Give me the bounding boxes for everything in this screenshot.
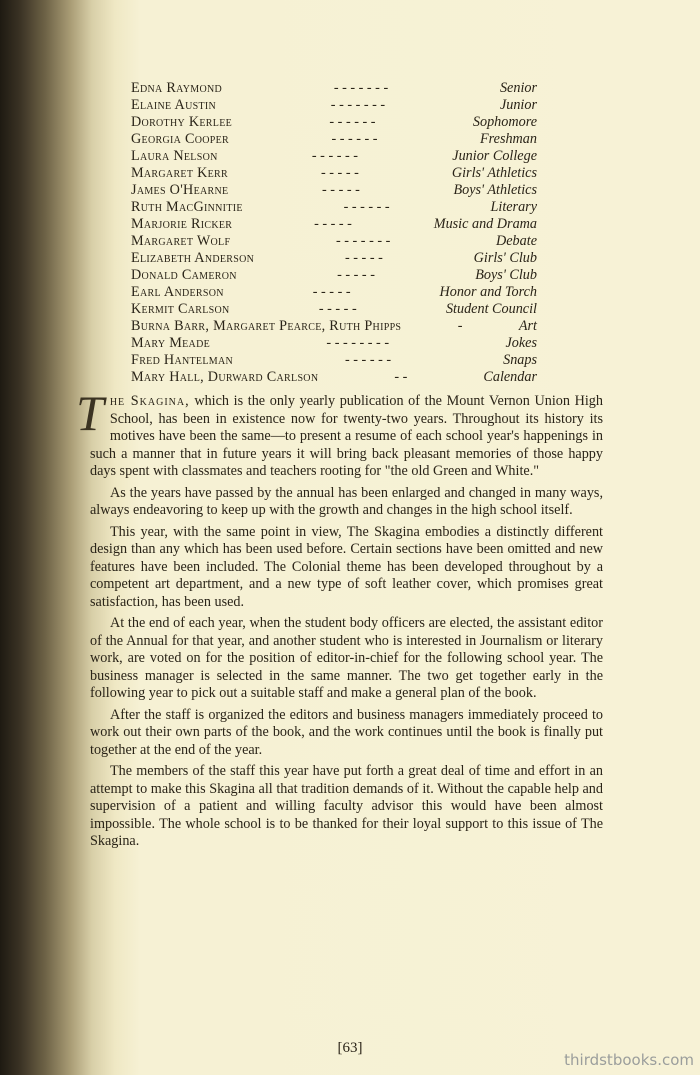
staff-name: Mary Meade: [131, 335, 210, 351]
staff-leader-dashes: -: [457, 318, 463, 334]
paragraph: The members of the staff this year have put forth a great deal of time and effort in an attempt to make this Skagina all that tradition demands of it. Without the capable help and supervision of a patient and willing faculty advisor this would have been almost impossible. The whole school is to be thanked for their loyal support to this issue of The Skagina.: [90, 763, 603, 849]
staff-role: Calendar: [483, 369, 537, 385]
staff-role: Snaps: [503, 352, 537, 368]
staff-leader-dashes: - - - - - - -: [330, 97, 386, 113]
page-number: [63]: [337, 1040, 363, 1056]
staff-name: James O'Hearne: [131, 182, 229, 198]
staff-role: Girls' Athletics: [451, 165, 537, 181]
staff-leader-dashes: - - - - -: [322, 182, 360, 198]
staff-role: Junior: [499, 97, 537, 113]
staff-name: Mary Hall, Durward Carlson: [131, 369, 319, 385]
staff-leader-dashes: - - - - - - -: [333, 80, 389, 96]
staff-row: [131, 233, 537, 250]
staff-name: Elaine Austin: [131, 97, 217, 113]
staff-name: Burna Barr, Margaret Pearce, Ruth Phipps: [131, 318, 402, 334]
staff-role: Girls' Club: [473, 250, 537, 266]
staff-role: Freshman: [479, 131, 537, 147]
staff-row: [131, 131, 537, 148]
staff-leader-dashes: - - - - -: [314, 216, 352, 232]
staff-leader-dashes: - - - - - - -: [335, 233, 391, 249]
staff-leader-dashes: - - - - -: [321, 165, 359, 181]
staff-row: [131, 335, 537, 352]
staff-name: Elizabeth Anderson: [131, 250, 255, 266]
staff-leader-dashes: - - - - -: [318, 301, 357, 317]
staff-role: Sophomore: [472, 114, 537, 130]
staff-row: [131, 369, 537, 386]
staff-leader-dashes: - -: [394, 369, 408, 385]
staff-name: Edna Raymond: [131, 80, 223, 96]
staff-row: [131, 318, 537, 335]
intro-lead-words: he Skagina,: [109, 393, 190, 409]
staff-role: Senior: [499, 80, 537, 96]
intro-paragraph: [76, 385, 603, 481]
staff-list: [131, 80, 537, 386]
staff-leader-dashes: - - - - - -: [331, 131, 378, 147]
staff-role: Boys' Club: [475, 267, 537, 283]
staff-row: [131, 165, 537, 182]
paragraph: As the years have passed by the annual has been enlarged and changed in many ways, always endeavoring to keep up with the growth and changes in the high school itself.: [90, 484, 603, 518]
staff-leader-dashes: - - - - - -: [329, 114, 376, 130]
staff-row: [131, 267, 537, 284]
staff-row: [131, 250, 537, 267]
staff-row: [131, 182, 537, 199]
staff-name: Ruth MacGinnitie: [131, 199, 243, 215]
staff-name: Marjorie Ricker: [131, 216, 233, 232]
staff-leader-dashes: - - - - - -: [311, 148, 358, 164]
staff-leader-dashes: - - - - -: [345, 250, 383, 266]
staff-row: [131, 284, 537, 301]
staff-role: Jokes: [505, 335, 537, 351]
staff-row: [131, 80, 537, 97]
drop-cap: T: [76, 385, 104, 441]
staff-role: Boys' Athletics: [453, 182, 537, 198]
staff-row: [131, 216, 537, 233]
staff-name: Kermit Carlson: [131, 301, 230, 317]
staff-role: Debate: [496, 233, 537, 249]
staff-role: Literary: [490, 199, 537, 215]
staff-leader-dashes: - - - - - -: [343, 199, 390, 215]
staff-name: Margaret Wolf: [131, 233, 231, 249]
staff-leader-dashes: - - - - -: [312, 284, 351, 300]
staff-leader-dashes: - - - - - - - -: [326, 335, 390, 351]
article-body: [76, 385, 603, 855]
staff-row: [131, 352, 537, 369]
staff-leader-dashes: - - - - - -: [345, 352, 392, 368]
staff-row: [131, 148, 537, 165]
staff-row: [131, 114, 537, 131]
staff-name: Georgia Cooper: [131, 131, 230, 147]
staff-name: Dorothy Kerlee: [131, 114, 233, 130]
staff-name: Fred Hantelman: [131, 352, 233, 368]
staff-role: Art: [518, 318, 537, 334]
staff-name: Margaret Kerr: [131, 165, 228, 181]
paragraph: After the staff is organized the editors and business managers immediately proceed to work out their own parts of the book, and the work continues until the book is finally put together at the end of the year.: [90, 706, 603, 758]
intro-text: which is the only yearly publication of the Mount Vernon Union High School, has been in existence now for twenty-two years. Throughout its history its motives have been the same—to present a resume of each school year's happenings in such a manner that in future years it will bring back pleasant memories of those happy days spent with classmates and teachers rooting for "the old Green and White.": [90, 393, 603, 479]
staff-row: [131, 301, 537, 318]
staff-role: Junior College: [452, 148, 537, 164]
staff-name: Laura Nelson: [131, 148, 218, 164]
staff-row: [131, 97, 537, 114]
paragraph: At the end of each year, when the student body officers are elected, the assistant editor of the Annual for that year, and another student who is interested in Journalism or literary work, are voted on for the position of editor-in-chief for the following school year. The business manager is selected in the same manner. The two get together early in the following year to pick out a suitable staff and make a general plan of the book.: [90, 615, 603, 701]
staff-name: Earl Anderson: [131, 284, 224, 300]
watermark: thirdstbooks.com: [564, 1051, 694, 1069]
staff-name: Donald Cameron: [131, 267, 237, 283]
staff-role: Music and Drama: [433, 216, 537, 232]
staff-role: Honor and Torch: [439, 284, 537, 300]
staff-role: Student Council: [445, 301, 537, 317]
staff-leader-dashes: - - - - -: [337, 267, 375, 283]
paragraph: This year, with the same point in view, The Skagina embodies a distinctly different design than any which has been used before. Certain sections have been omitted and new features have been included. The Colonial theme has been developed throughout by a competent art department, and a new type of soft leather cover, which promises great satisfaction, has been used.: [90, 523, 603, 610]
staff-row: [131, 199, 537, 216]
